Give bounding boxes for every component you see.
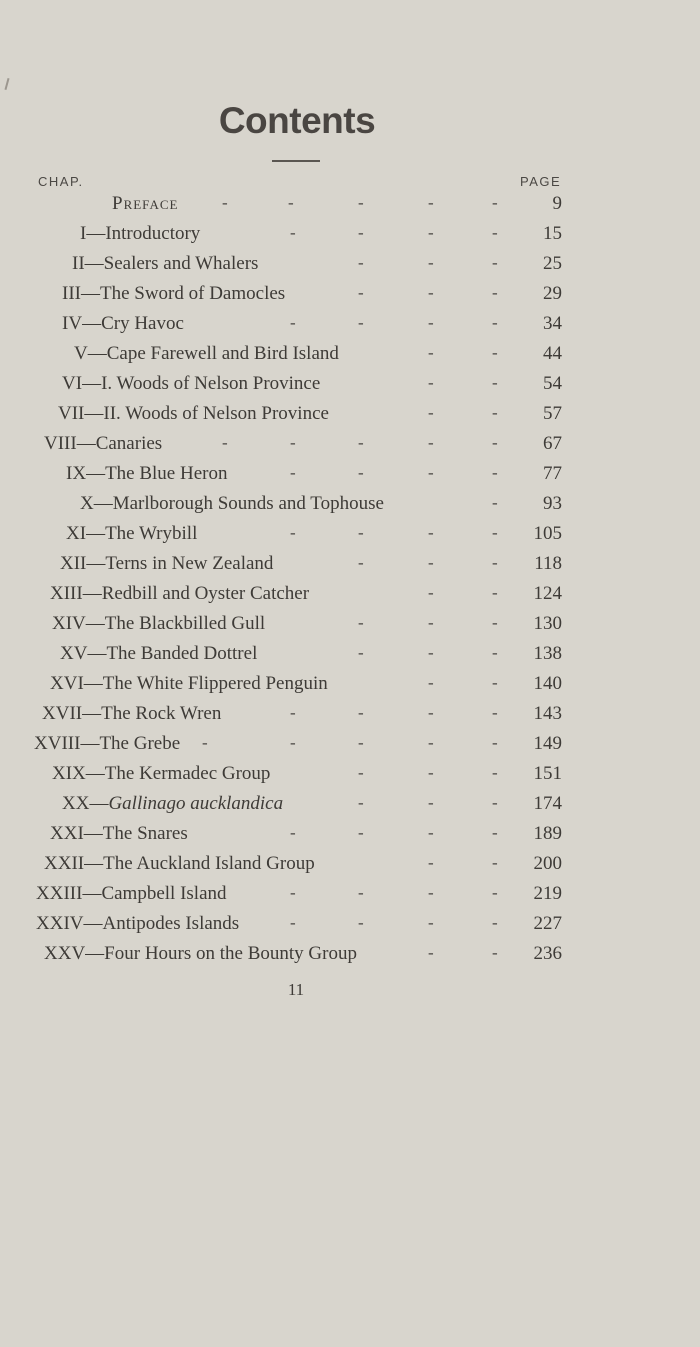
chapter-numeral: XXII [44, 853, 85, 874]
toc-page-number: 130 [533, 613, 562, 634]
leader-dash: - [222, 193, 228, 212]
leader-dash: - [492, 733, 498, 752]
chapter-title: Cry Havoc [101, 313, 184, 334]
chapter-numeral: XVII [42, 703, 83, 724]
leader-dash: - [290, 733, 296, 752]
toc-entry [0, 733, 700, 763]
chapter-title: Marlborough Sounds and Tophouse [112, 493, 384, 514]
toc-entry-title: III—The Sword of Damocles [62, 283, 286, 304]
leader-dash: - [492, 403, 498, 422]
toc-entry [0, 253, 700, 283]
toc-entry [0, 553, 700, 583]
leader-dash: - [492, 793, 498, 812]
chapter-numeral: XXIII [36, 883, 83, 904]
leader-dash: - [492, 253, 498, 272]
toc-page-number: 219 [533, 883, 562, 904]
chapter-numeral: II [72, 253, 85, 274]
toc-entry-title: XIX—The Kermadec Group [52, 763, 271, 784]
toc-page-number: 25 [543, 253, 562, 274]
chapter-title: Sealers and Whalers [103, 253, 259, 274]
toc-page-number: 236 [533, 943, 562, 964]
chapter-title: The Snares [102, 823, 188, 844]
chapter-title: Antipodes Islands [102, 913, 240, 934]
toc-entry-title: IV—Cry Havoc [62, 313, 184, 334]
toc-entry-title: I—Introductory [80, 223, 201, 244]
chapter-title: Cape Farewell and Bird Island [106, 343, 339, 364]
leader-dash: - [428, 613, 434, 632]
toc-entry [0, 943, 700, 973]
leader-dash: - [428, 763, 434, 782]
toc-page-number: 200 [533, 853, 562, 874]
chapter-title: The White Flippered Penguin [102, 673, 328, 694]
toc-page-number: 77 [543, 463, 562, 484]
toc-page-number: 15 [543, 223, 562, 244]
toc-entry-title: IX—The Blue Heron [66, 463, 228, 484]
chapter-numeral: IV [62, 313, 83, 334]
leader-dash: - [358, 763, 364, 782]
leader-dash: - [428, 673, 434, 692]
toc-entry-title: VII—II. Woods of Nelson Province [58, 403, 329, 424]
toc-entry-title: VIII—Canaries [44, 433, 163, 454]
leader-dash: - [492, 463, 498, 482]
leader-dash: - [492, 673, 498, 692]
toc-page-number: 124 [533, 583, 562, 604]
leader-dash: - [428, 253, 434, 272]
toc-entry [0, 193, 700, 223]
leader-dash: - [428, 583, 434, 602]
leader-dash: - [492, 223, 498, 242]
chapter-numeral: XXV [44, 943, 86, 964]
toc-entry [0, 313, 700, 343]
toc-page-number: 34 [543, 313, 562, 334]
chapter-title: I. Woods of Nelson Province [101, 373, 321, 394]
toc-page-number: 93 [543, 493, 562, 514]
toc-entry-title: XV—The Banded Dottrel [60, 643, 258, 664]
leader-dash: - [290, 883, 296, 902]
toc-page-number: 118 [534, 553, 562, 574]
leader-dash: - [492, 703, 498, 722]
leader-dash: - [428, 853, 434, 872]
toc-entry-title: II—Sealers and Whalers [72, 253, 259, 274]
leader-dash: - [290, 463, 296, 482]
leader-dash: - [358, 733, 364, 752]
page-title: Contents [218, 100, 376, 141]
leader-dash: - [290, 313, 296, 332]
chapter-numeral: XIV [52, 613, 86, 634]
chapter-title: The Rock Wren [101, 703, 222, 724]
toc-entry-title: XXI—The Snares [50, 823, 188, 844]
leader-dash: - [492, 433, 498, 452]
leader-dash: - [428, 703, 434, 722]
toc-entry [0, 403, 700, 433]
chapter-title: Four Hours on the Bounty Group [104, 943, 357, 964]
chapter-numeral: III [62, 283, 81, 304]
leader-dash: - [358, 463, 364, 482]
leader-dash: - [428, 403, 434, 422]
toc-page-number: 151 [533, 763, 562, 784]
chapter-title: The Grebe [99, 733, 181, 754]
toc-entry [0, 853, 700, 883]
toc-page-number: 44 [543, 343, 562, 364]
toc-entry-title: XVI—The White Flippered Penguin [50, 673, 328, 694]
toc-page-number: 105 [533, 523, 562, 544]
toc-page-number: 140 [533, 673, 562, 694]
chapter-numeral: VIII [44, 433, 77, 454]
leader-dash: - [428, 283, 434, 302]
chapter-title: The Sword of Damocles [99, 283, 286, 304]
chapter-numeral: XXI [50, 823, 84, 844]
chapter-title: Campbell Island [101, 883, 227, 904]
chapter-title: The Banded Dottrel [106, 643, 258, 664]
chapter-title: The Blue Heron [105, 463, 228, 484]
leader-dash: - [492, 853, 498, 872]
leader-dash: - [428, 823, 434, 842]
toc-entry [0, 883, 700, 913]
toc-entry [0, 223, 700, 253]
toc-entry [0, 493, 700, 523]
chapter-title: The Blackbilled Gull [104, 613, 266, 634]
leader-dash: - [428, 553, 434, 572]
toc-entry-title: XXIV—Antipodes Islands [36, 913, 240, 934]
toc-entry-title: XVII—The Rock Wren [42, 703, 222, 724]
toc-entry [0, 703, 700, 733]
toc-entry-title: XXV—Four Hours on the Bounty Group [44, 943, 357, 964]
leader-dash: - [358, 523, 364, 542]
toc-page-number: 143 [533, 703, 562, 724]
chapter-title: The Kermadec Group [104, 763, 271, 784]
toc-entry-title: XX—Gallinago aucklandica [62, 793, 284, 814]
toc-entry-title: XVIII—The Grebe [34, 733, 181, 754]
toc-entry-title: VI—I. Woods of Nelson Province [62, 373, 321, 394]
chapter-column-header: CHAP. [38, 174, 84, 189]
leader-dash: - [492, 943, 498, 962]
leader-dash: - [492, 523, 498, 542]
leader-dash: - [428, 523, 434, 542]
toc-page-number: 9 [552, 193, 562, 214]
chapter-numeral: XII [60, 553, 87, 574]
chapter-numeral: XXIV [36, 913, 84, 934]
leader-dash: - [492, 343, 498, 362]
leader-dash: - [428, 913, 434, 932]
leader-dash: - [358, 913, 364, 932]
leader-dash: - [492, 763, 498, 782]
toc-entry-title: XI—The Wrybill [66, 523, 198, 544]
leader-dash: - [358, 793, 364, 812]
title-rule [272, 160, 320, 162]
toc-entry [0, 343, 700, 373]
leader-dash: - [492, 283, 498, 302]
leader-dash: - [492, 883, 498, 902]
leader-dash: - [492, 583, 498, 602]
leader-dash: - [492, 643, 498, 662]
leader-dash: - [358, 283, 364, 302]
chapter-title: Preface [112, 193, 179, 214]
toc-entry [0, 583, 700, 613]
toc-entry [0, 913, 700, 943]
chapter-numeral: XIX [52, 763, 86, 784]
chapter-numeral: VI [62, 373, 83, 394]
leader-dash: - [358, 253, 364, 272]
toc-page-number: 227 [533, 913, 562, 934]
chapter-title: Introductory [105, 223, 201, 244]
chapter-numeral: XVIII [34, 733, 81, 754]
leader-dash: - [428, 643, 434, 662]
chapter-title: The Wrybill [105, 523, 198, 544]
toc-page-number: 174 [533, 793, 562, 814]
leader-dash: - [358, 553, 364, 572]
leader-dash: - [492, 613, 498, 632]
leader-dash: - [358, 193, 364, 212]
toc-entry-title [112, 193, 178, 215]
leader-dash: - [492, 913, 498, 932]
chapter-title: The Auckland Island Group [103, 853, 315, 874]
chapter-numeral: X [80, 493, 94, 514]
chapter-title: Canaries [95, 433, 163, 454]
toc-entry [0, 763, 700, 793]
toc-entry-title: XXII—The Auckland Island Group [44, 853, 315, 874]
chapter-numeral: I [80, 223, 87, 244]
toc-entry-title: XIII—Redbill and Oyster Catcher [50, 583, 310, 604]
toc-entry [0, 643, 700, 673]
toc-page-number: 67 [543, 433, 562, 454]
chapter-title: Redbill and Oyster Catcher [101, 583, 310, 604]
leader-dash: - [358, 433, 364, 452]
leader-dash: - [222, 433, 228, 452]
chapter-title: Gallinago aucklandica [108, 793, 284, 814]
chapter-numeral: V [74, 343, 88, 364]
leader-dash: - [428, 733, 434, 752]
leader-dash: - [492, 823, 498, 842]
leader-dash: - [358, 703, 364, 722]
toc-page-number: 29 [543, 283, 562, 304]
chapter-numeral: VII [58, 403, 85, 424]
leader-dash: - [290, 823, 296, 842]
toc-entry [0, 373, 700, 403]
toc-entry [0, 463, 700, 493]
toc-entry [0, 523, 700, 553]
toc-page-number: 149 [533, 733, 562, 754]
chapter-numeral: IX [66, 463, 87, 484]
leader-dash: - [428, 313, 434, 332]
toc-entry-title: X—Marlborough Sounds and Tophouse [80, 493, 384, 514]
leader-dash: - [358, 823, 364, 842]
toc-entry [0, 673, 700, 703]
toc-page-number: 189 [533, 823, 562, 844]
chapter-numeral: XVI [50, 673, 84, 694]
leader-dash: - [358, 613, 364, 632]
leader-dash: - [290, 913, 296, 932]
page-mark [4, 78, 9, 90]
toc-entry [0, 793, 700, 823]
toc-entry-title: XII—Terns in New Zealand [60, 553, 274, 574]
leader-dash: - [290, 433, 296, 452]
leader-dash: - [492, 373, 498, 392]
toc-entry [0, 823, 700, 853]
leader-dash: - [358, 883, 364, 902]
leader-dash: - [428, 373, 434, 392]
leader-dash: - [428, 433, 434, 452]
leader-dash: - [358, 313, 364, 332]
toc-page-number: 54 [543, 373, 562, 394]
leader-dash: - [290, 223, 296, 242]
toc-entry-title: XIV—The Blackbilled Gull [52, 613, 266, 634]
leader-dash: - [492, 193, 498, 212]
chapter-numeral: XIII [50, 583, 83, 604]
leader-dash: - [492, 313, 498, 332]
toc-entry [0, 613, 700, 643]
leader-dash: - [492, 493, 498, 512]
chapter-numeral: XI [66, 523, 87, 544]
page-column-header: PAGE [520, 174, 562, 189]
leader-dash: - [428, 223, 434, 242]
leader-dash: - [288, 193, 294, 212]
chapter-title: II. Woods of Nelson Province [103, 403, 329, 424]
leader-dash: - [428, 943, 434, 962]
chapter-numeral: XV [60, 643, 88, 664]
leader-dash: - [428, 793, 434, 812]
chapter-title: Terns in New Zealand [105, 553, 274, 574]
toc-entry-title: XXIII—Campbell Island [36, 883, 227, 904]
leader-dash: - [358, 643, 364, 662]
leader-dash: - [358, 223, 364, 242]
leader-dash: - [290, 703, 296, 722]
toc-entry [0, 283, 700, 313]
leader-dash: - [428, 463, 434, 482]
leader-dash: - [492, 553, 498, 572]
toc-page-number: 57 [543, 403, 562, 424]
chapter-numeral: XX [62, 793, 90, 814]
leader-dash: - [290, 523, 296, 542]
leader-dash: - [428, 193, 434, 212]
leader-dash: - [428, 883, 434, 902]
leader-dash: - [202, 733, 208, 752]
toc-page-number: 138 [533, 643, 562, 664]
toc-entry-title: V—Cape Farewell and Bird Island [74, 343, 339, 364]
leader-dash: - [428, 343, 434, 362]
page-number: 11 [287, 980, 305, 999]
toc-entry [0, 433, 700, 463]
